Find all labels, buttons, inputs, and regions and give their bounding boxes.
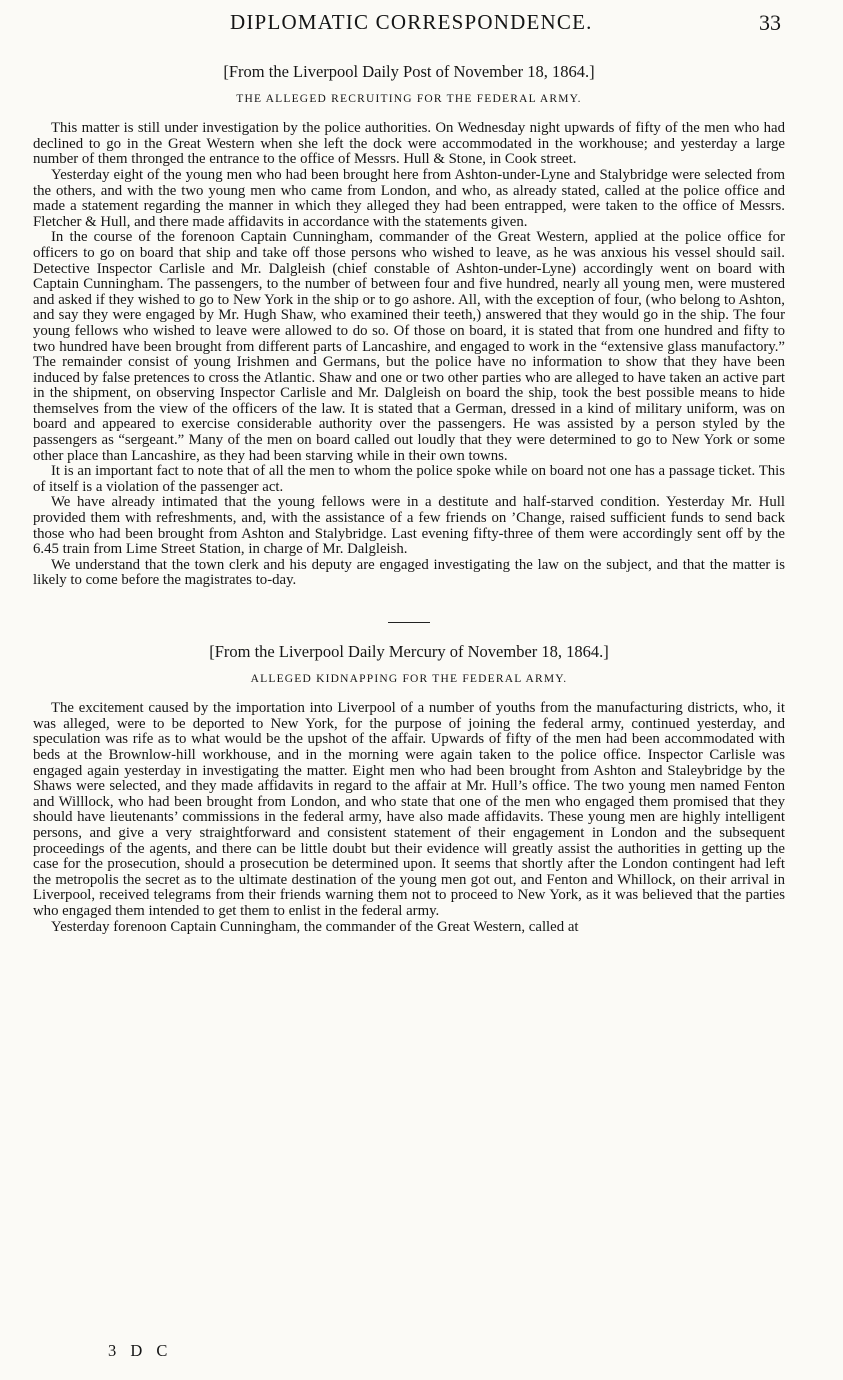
article-daily-post (33, 64, 785, 589)
article-headline: ALLEGED KIDNAPPING FOR THE FEDERAL ARMY. (250, 672, 568, 685)
article-headline: THE ALLEGED RECRUITING FOR THE FEDERAL ARMY. (236, 92, 582, 105)
paragraph: It is an important fact to note that of all the men to whom the police spoke while on board not one has a passage ticket. This of itself is a violation of the passenger act. (33, 463, 785, 495)
running-title: DIPLOMATIC CORRESPONDENCE. (230, 10, 593, 34)
page-body (33, 64, 785, 935)
signature-mark: 3 D C (108, 1341, 173, 1360)
paragraph: This matter is still under investigation by the police authorities. On Wednesday night upwards of fifty of the men who had declined to go in the Great Western when she left the dock were accommodated in the workhouse; and yesterday a large number of them thronged the entrance to the office of Messrs. Hull & Stone, in Cook street. (33, 120, 785, 168)
section-divider (388, 622, 430, 623)
paragraph: In the course of the forenoon Captain Cunningham, commander of the Great Western, applied at the police office for officers to go on board that ship and take off those persons who wished to leave, as he was anxious his vessel should sail. Detective Inspector Carlisle and Mr. Dalgleish (chief constable of Ashton-under-Lyne) accordingly went on board with Captain Cunningham. The passengers, to the number of between four and five hundred, nearly all young men, were mustered and asked if they wished to go to New York in the ship or to go ashore. All, with the exception of four, (who belong to Ashton, and say they were engaged by Mr. Hugh Shaw, who examined their teeth,) answered that they would go in the ship. The four young fellows who wished to leave were allowed to do so. Of those on board, it is stated that from one hundred and fifty to two hundred have been brought from different parts of Lancashire, and engaged to work in the “extensive glass manufactory.” The remainder consist of young Irishmen and Germans, but the police have no information to show that they have been induced by false pretences to cross the Atlantic. Shaw and one or two other parties who are alleged to have taken an active part in the shipment, on observing Inspector Carlisle and Mr. Dalgleish on board the ship, took the best possible means to hide themselves from the view of the officers of the law. It is stated that a German, dressed in a kind of military uniform, was on board and appeared to exercise considerable authority over the passengers. He was assisted by a person styled by the passengers as “sergeant.” Many of the men on board called out loudly that they were determined to go to New York or some other place than Lancashire, as they had been starving while in their own towns. (33, 229, 785, 464)
paragraph: Yesterday eight of the young men who had been brought here from Ashton-under-Lyne and Stalybridge were selected from the others, and with the two young men who came from London, and who, as already stated, called at the police office and made a statement regarding the manner in which they alleged they had been entrapped, were taken to the office of Messrs. Fletcher & Hull, and there made affidavits in accordance with the statements given. (33, 166, 785, 230)
article-daily-mercury (33, 644, 785, 935)
paragraph: The excitement caused by the importation into Liverpool of a number of youths from the manufacturing districts, who, it was alleged, were to be deported to New York, for the purpose of joining the federal army, continued yesterday, and speculation was rife as to what would be the upshot of the affair. Upwards of fifty of the men had been accommodated with beds at the Brownlow-hill workhouse, and in the morning were again taken to the police office. Inspector Carlisle was engaged again yesterday in investigating the matter. Eight men who had been brought from Ashton and Staleybridge by the Shaws were selected, and they made affidavits in regard to the affair at Mr. Hull’s office. The two young men named Fenton and Willlock, who had been brought from London, and who state that one of the men who engaged them promised that they should have lieutenants’ commissions in the federal army, have also made affidavits. These young men are highly intelligent persons, and give a very straightforward and consistent statement of their engagement in London and the subsequent proceedings of the agents, and there can be little doubt but their evidence will greatly assist the authorities in getting up the case for the prosecution, should a prosecution be determined upon. It seems that shortly after the London contingent had left the metropolis the secret as to the ultimate destination of the young men got out, and Fenton and Whillock, on their arrival in Liverpool, received telegrams from their friends warning them not to proceed to New York, as it was believed that the parties who engaged them intended to get them to enlist in the federal army. (33, 700, 785, 919)
article-source: [From the Liverpool Daily Mercury of November 18, 1864.] (209, 642, 609, 661)
running-header (0, 10, 843, 40)
article-source: [From the Liverpool Daily Post of November 18, 1864.] (223, 62, 595, 81)
page-number: 33 (759, 10, 781, 35)
paragraph: Yesterday forenoon Captain Cunningham, the commander of the Great Western, called at (51, 918, 579, 935)
paragraph: We understand that the town clerk and his deputy are engaged investigating the law on the subject, and that the matter is likely to come before the magistrates to-day. (33, 556, 785, 589)
paragraph: We have already intimated that the young fellows were in a destitute and half-starved condition. Yesterday Mr. Hull provided them with refreshments, and, with the assistance of a few friends on ’Change, raised sufficient funds to send back those who had been brought from Ashton and Stalybridge. Last evening fifty-three of them were accordingly sent off by the 6.45 train from Lime Street Station, in charge of Mr. Dalgleish. (33, 494, 785, 558)
